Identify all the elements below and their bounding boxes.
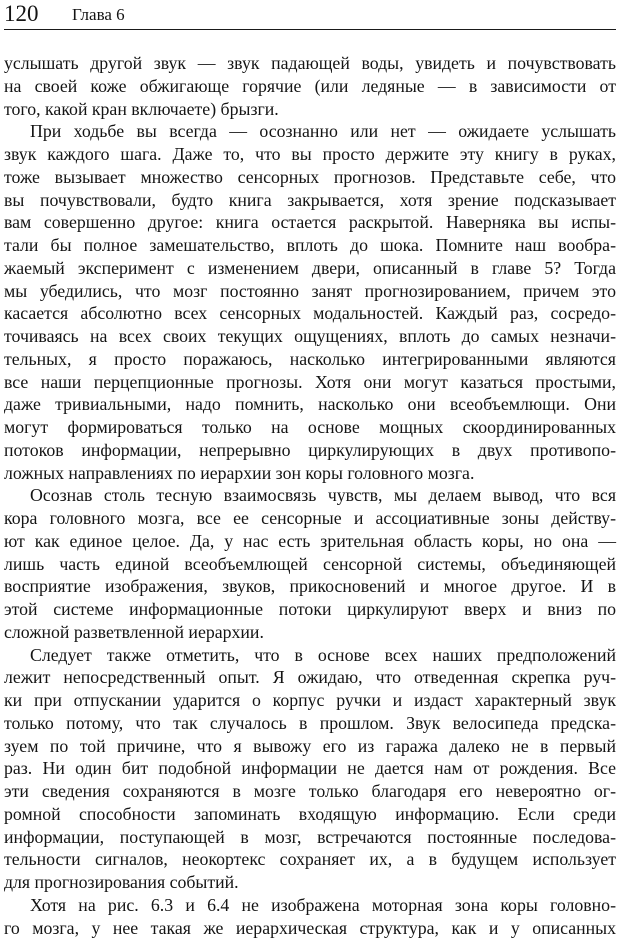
text-line: услышать другой звук — звук падающей воды, увидеть и почувствовать xyxy=(4,53,616,73)
text-line: го мозга, у нее такая же иерархическая структура, как и у описанных xyxy=(4,917,616,938)
text-line: ки при отпускании ударится о корпус ручки и издаст характерный звук xyxy=(4,690,616,710)
text-line: касается абсолютно всех сенсорных модальностей. Каждый раз, сосредо- xyxy=(4,303,616,324)
paragraph xyxy=(4,52,616,120)
text-line: лежит непосредственный опыт. Я ожидаю, что отведенная скрепка руч- xyxy=(4,667,616,688)
text-line: восприятие изображения, звуков, прикосновений и многое другое. И в xyxy=(4,576,616,597)
text-line: мы убедились, что мозг постоянно занят прогнозированием, причем это xyxy=(4,280,616,301)
text-line: жаемый эксперимент с изменением двери, описанный в главе 5? Тогда xyxy=(4,257,616,278)
text-line: ромной способности запоминать входящую информацию. Если среди xyxy=(4,803,616,824)
text-line: вы почувствовали, будто книга закрывается, хотя зрение подсказывает xyxy=(4,189,616,210)
text-line: лишь часть единой всеобъемлющей сенсорной системы, объединяющей xyxy=(4,553,616,574)
text-line: тоже вызывает множество сенсорных прогнозов. Представьте себе, что xyxy=(4,166,616,187)
text-line: этой системе информационные потоки циркулируют вверх и вниз по xyxy=(4,599,616,619)
text-line: потоков информации, непрерывно циркулирующих в двух противопо- xyxy=(4,439,616,460)
text-line: звук каждого шага. Даже то, что вы просто держите эту книгу в руках, xyxy=(4,144,616,164)
running-head-chapter: Глава 6 xyxy=(72,5,125,24)
text-line: Осознав столь тесную взаимосвязь чувств, мы делаем вывод, что вся xyxy=(30,485,616,506)
text-line: информации, поступающей в мозг, встречаются постоянные последова- xyxy=(4,826,616,847)
text-line: Хотя на рис. 6.3 и 6.4 не изображена моторная зона коры головно- xyxy=(30,894,616,915)
text-line: тельности сигналов, неокортекс сохраняет их, а в будущем использует xyxy=(4,849,616,870)
text-line: раз. Ни один бит подобной информации не дается нам от рождения. Все xyxy=(4,758,616,779)
text-line: только потому, что так случалось в прошлом. Звук велосипеда предска- xyxy=(4,712,616,733)
text-line: точиваясь на всех своих текущих ощущениях, вплоть до самых незначи- xyxy=(4,326,616,346)
text-line: вам совершенно другое: книга остается раскрытой. Наверняка вы испы- xyxy=(4,212,616,233)
text-line: на своей коже обжигающе горячие (или ледяные — в зависимости от xyxy=(4,75,616,96)
paragraph xyxy=(4,894,616,940)
paragraph xyxy=(4,644,616,894)
text-line: Следует также отметить, что в основе всех наших предположений xyxy=(30,644,616,665)
text-line: ют как единое целое. Да, у нас есть зрительная область коры, но она — xyxy=(4,530,616,551)
text-line: зуем по той причине, что я вывожу его из гаража далеко не в первый xyxy=(4,735,616,756)
text-line: для прогнозирования событий. xyxy=(4,872,239,892)
text-line: тельных, я просто поражаюсь, насколько интегрированными являются xyxy=(4,348,616,369)
text-line: могут формироваться только на основе мощных скоординированных xyxy=(4,417,616,437)
text-line: ложных направлениях по иерархии зон коры головного мозга. xyxy=(4,462,475,483)
text-line: того, какой кран включаете) брызги. xyxy=(4,98,279,119)
body-text xyxy=(4,52,616,939)
text-line: все наши перцепционные прогнозы. Хотя они могут казаться простыми, xyxy=(4,371,616,392)
text-line: При ходьбе вы всегда — осознанно или нет — ожидаете услышать xyxy=(30,121,616,142)
text-line: эти сведения сохраняются в мозге только благодаря его невероятно ог- xyxy=(4,781,616,801)
text-line: даже тривиальными, надо помнить, насколько они всеобъемлющи. Они xyxy=(4,394,616,415)
text-line: кора головного мозга, все ее сенсорные и ассоциативные зоны действу- xyxy=(4,508,616,528)
page-header xyxy=(4,1,616,31)
paragraph xyxy=(4,120,616,484)
page-number: 120 xyxy=(4,1,39,26)
paragraph xyxy=(4,484,616,643)
text-line: тали бы полное замешательство, вплоть до шока. Помните наш вообра- xyxy=(4,235,616,255)
text-line: сложной разветвленной иерархии. xyxy=(4,621,264,642)
header-rule xyxy=(4,29,616,30)
